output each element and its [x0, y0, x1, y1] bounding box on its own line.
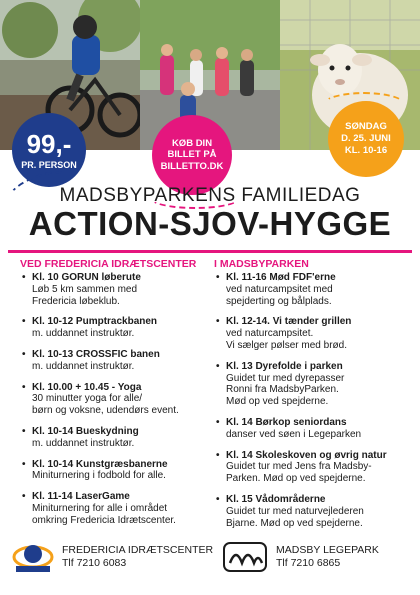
column-heading-left: VED FREDERICIA IDRÆTSCENTER: [20, 258, 197, 270]
decorative-dash-orange: [322, 92, 406, 118]
price-amount: 99,-: [26, 128, 72, 159]
program-item: [20, 349, 210, 373]
footer-right-name: MADSBY LEGEPARK: [276, 543, 379, 556]
item-desc: m. uddannet instruktør.: [32, 360, 135, 372]
program-item: [20, 382, 210, 417]
item-desc: Miniturnering i fodbold for alle.: [32, 470, 166, 482]
ticket-line-1: KØB DIN: [171, 137, 213, 149]
item-title: • Kl. 10 GORUN løberute: [32, 272, 141, 283]
program-item: [214, 494, 414, 529]
madsby-legepark-logo: [222, 539, 268, 575]
column-heading-right: I MADSBYPARKEN: [214, 258, 309, 270]
item-title: • Kl. 12-14. Vi tænder grillen: [226, 316, 352, 328]
item-title: • Kl. 10-14 Bueskydning: [32, 425, 139, 437]
item-desc: m. uddannet instruktør.: [32, 328, 135, 340]
program-item: [214, 272, 414, 307]
program-item: [20, 459, 210, 483]
event-subtitle: MADSBYPARKENS FAMILIEDAG: [59, 185, 361, 206]
item-title: • Kl. 10-14 Kunstgræsbanerne: [32, 458, 168, 470]
footer-right-phone: Tlf 7210 6865: [276, 557, 341, 569]
program-item: [20, 426, 210, 450]
program-item: [214, 316, 414, 351]
ticket-line-3: BILLETTO.DK: [160, 160, 224, 172]
item-title: • Kl. 15 Vådområderne: [226, 493, 326, 505]
program-column-left: [20, 258, 210, 536]
fredericia-idraetscenter-logo: [12, 540, 54, 574]
item-title: • Kl. 11-16 Mød FDF'erne: [226, 272, 336, 283]
program-column-right: [214, 258, 414, 538]
program-item: [214, 361, 414, 408]
item-title: • Kl. 13 Dyrefolde i parken: [226, 360, 343, 372]
date-line-2: D. 25. JUNI: [341, 133, 391, 145]
item-desc: Guidet tur med Jens fra Madsby- Parken. Mød op ved spejderne.: [226, 461, 372, 485]
ticket-line-2: BILLET PÅ: [167, 149, 217, 161]
footer-madsby: [222, 537, 379, 577]
footer-fredericia: [12, 537, 213, 577]
footer-left-phone: Tlf 7210 6083: [62, 557, 127, 569]
program-item: [214, 417, 414, 441]
divider-rule: [8, 250, 412, 253]
price-unit: PR. PERSON: [21, 159, 77, 170]
item-desc: danser ved søen i Legeparken: [226, 428, 362, 440]
item-desc: Guidet tur med naturvejlederen Bjarne. Mød op ved spejderne.: [226, 505, 364, 529]
program-item: [20, 316, 210, 340]
item-desc: Guidet tur med dyrepasser Ronni fra MadsbyParken. Mød op ved spejderne.: [226, 372, 345, 408]
program-item: [20, 491, 210, 526]
item-title: • Kl. 14 Børkop seniordans: [226, 416, 347, 428]
footer-left-name: FREDERICIA IDRÆTSCENTER: [62, 543, 214, 556]
ticket-badge[interactable]: [152, 115, 232, 195]
item-desc: m. uddannet instruktør.: [32, 437, 135, 449]
date-line-3: KL. 10-16: [344, 144, 388, 156]
item-title: • Kl. 10.00 + 10.45 - Yoga: [32, 381, 142, 393]
item-title: • Kl. 11-14 LaserGame: [32, 491, 130, 503]
item-desc: ved naturcampsitet med spejderting og bålplads.: [226, 283, 333, 307]
item-desc: ved naturcampsitet. Vi sælger pølser med brød.: [226, 328, 347, 351]
item-title: • Kl. 10-13 CROSSFIC banen: [32, 348, 160, 360]
item-desc: Miniturnering for alle i området omkring Fredericia Idrætscenter.: [32, 502, 176, 526]
event-title: ACTION-SJOV-HYGGE: [28, 205, 392, 242]
item-desc: 30 minutter yoga for alle/ børn og voksne, udendørs event.: [32, 393, 179, 417]
item-desc: Løb 5 km sammen med Fredericia løbeklub.: [32, 283, 138, 307]
program-item: [214, 450, 414, 485]
item-title: • Kl. 10-12 Pumptrackbanen: [32, 316, 158, 328]
program-item: [20, 272, 210, 307]
item-title: • Kl. 14 Skoleskoven og øvrig natur: [226, 449, 387, 461]
date-line-1: SØNDAG: [345, 121, 387, 133]
